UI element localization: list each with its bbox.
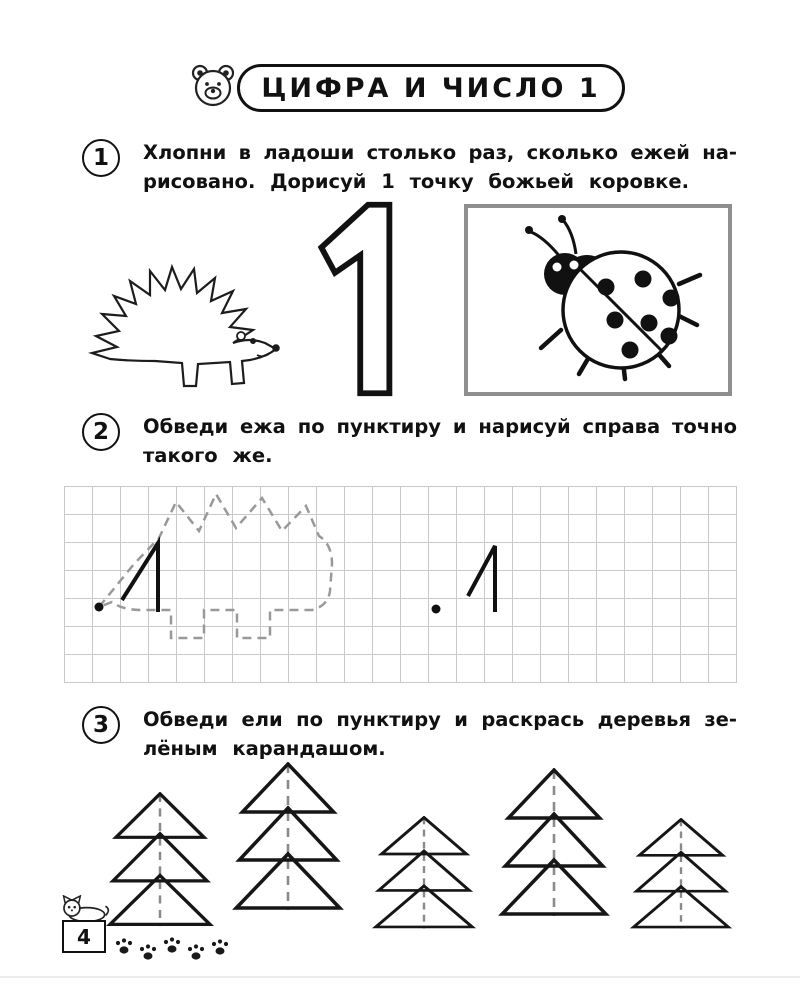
trace-start-dot-left <box>95 603 104 612</box>
hedgehog-ear <box>237 332 245 340</box>
task-3-line-1: Обведи ели по пунктиру и раскрась деревья зе- <box>143 708 737 731</box>
task-2-number: 2 <box>82 413 120 451</box>
fir-tree-1 <box>104 792 216 932</box>
task-2-line-1: Обведи ежа по пунктиру и нарисуй справа точно <box>143 415 737 438</box>
task-1-number: 1 <box>82 139 120 177</box>
task-1-text <box>143 138 737 196</box>
task-3-number: 3 <box>82 706 120 744</box>
fir-tree-4 <box>496 768 612 922</box>
big-digit-one <box>298 197 438 405</box>
hedgehog-illustration <box>70 246 288 402</box>
task-2-text <box>143 412 737 470</box>
tracing-grid <box>64 486 737 683</box>
hedgehog-eye <box>250 338 256 344</box>
task-2-line-2: такого же. <box>143 444 273 467</box>
fir-tree-3 <box>370 816 478 934</box>
ladybug-frame <box>464 204 732 396</box>
fir-tree-5 <box>628 818 734 934</box>
task-1-line-2: рисовано. Дорисуй 1 точку божьей коровке. <box>143 170 690 193</box>
page-number: 4 <box>62 920 106 953</box>
page-title: ЦИФРА И ЧИСЛО 1 <box>261 72 601 104</box>
trace-start-dot-right <box>432 605 441 614</box>
practice-digit-right <box>468 546 495 612</box>
practice-digit-left <box>122 543 158 612</box>
tracing-grid-overlay <box>64 486 737 683</box>
task-3-text <box>143 705 737 763</box>
bottom-rule <box>0 976 800 978</box>
task-3-line-2: лёным карандашом. <box>143 737 386 760</box>
ladybug-illustration <box>473 210 723 390</box>
page-title-banner <box>237 64 625 112</box>
fir-tree-2 <box>230 762 346 916</box>
bear-icon <box>183 60 243 118</box>
paw-prints <box>114 930 234 968</box>
dashed-hedgehog-trace <box>99 494 332 638</box>
hedgehog-nose <box>272 344 280 352</box>
task-1-line-1: Хлопни в ладоши столько раз, сколько ежей на- <box>143 141 737 164</box>
